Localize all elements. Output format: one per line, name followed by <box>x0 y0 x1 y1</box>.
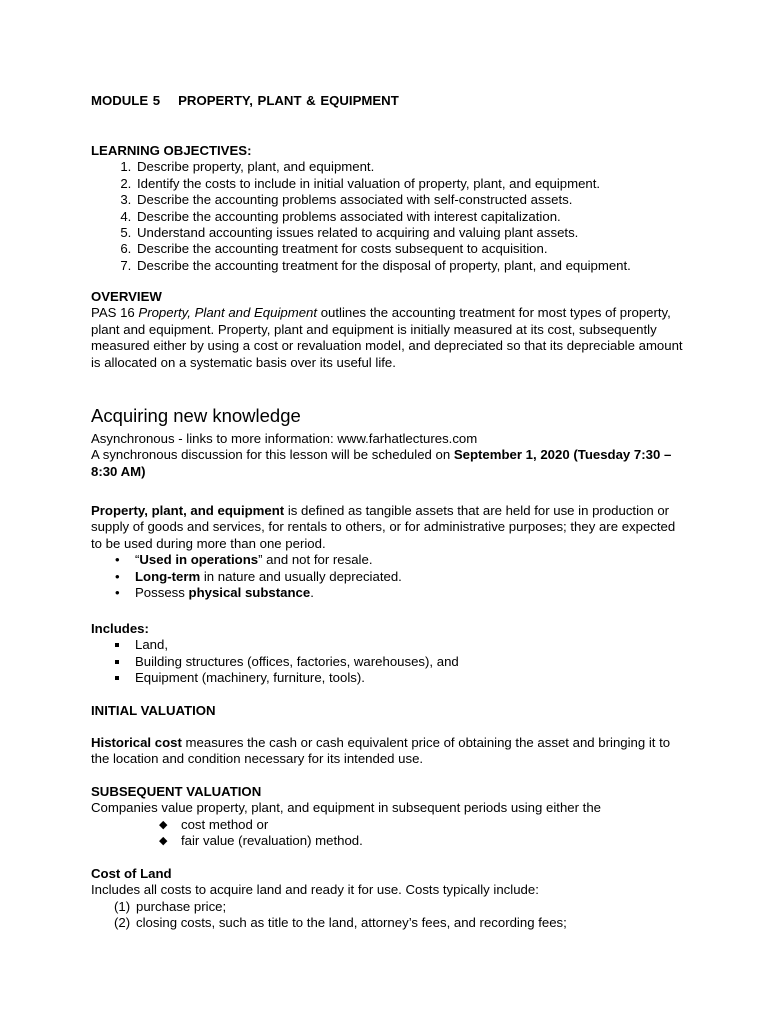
ppe-definition-section <box>91 503 688 601</box>
module-title <box>91 93 688 109</box>
cost-of-land-list <box>91 899 688 932</box>
list-item: 5. Understand accounting issues related to acquiring and valuing plant assets. <box>135 225 688 241</box>
ppe-term: Property, plant, and equipment <box>91 503 285 518</box>
includes-list <box>91 637 688 686</box>
overview-paragraph <box>91 305 688 371</box>
objectives-list <box>91 159 688 274</box>
synchronous-pre: A synchronous discussion for this lesson will be scheduled on <box>91 447 454 463</box>
list-item: (1) purchase price; <box>114 898 227 914</box>
list-item: 4. Describe the accounting problems associated with interest capitalization. <box>135 209 688 225</box>
overview-standard-title: Property, Plant and Equipment <box>138 305 318 321</box>
list-item: • “Used in operations” and not for resale. <box>135 552 688 568</box>
subsequent-valuation-body: Companies value property, plant, and equipment in subsequent periods using either the <box>91 800 601 816</box>
ppe-characteristics-list <box>91 552 688 601</box>
list-item: 1. Describe property, plant, and equipment. <box>135 159 688 175</box>
list-item: 3. Describe the accounting problems associated with self-constructed assets. <box>135 192 688 208</box>
list-item: Building structures (offices, factories, warehouses), and <box>135 654 688 670</box>
initial-valuation-heading: INITIAL VALUATION <box>91 703 216 718</box>
list-item: Equipment (machinery, furniture, tools). <box>135 670 688 686</box>
list-item: • Long-term in nature and usually depreciated. <box>135 569 688 585</box>
subsequent-valuation-heading: SUBSEQUENT VALUATION <box>91 784 262 799</box>
list-item: 2. Identify the costs to include in initial valuation of property, plant, and equipment. <box>135 176 688 192</box>
cost-of-land-section <box>91 866 688 932</box>
asynchronous-line: Asynchronous - links to more information: www.farhatlectures.com <box>91 431 478 446</box>
module-subject: PROPERTY, PLANT & EQUIPMENT <box>178 93 399 108</box>
list-item: (2) closing costs, such as title to the land, attorney’s fees, and recording fees; <box>114 915 567 931</box>
overview-body: outlines the accounting treatment for most types of property, plant and equipment. Property, plant and equipment is initially measured at its cost, subsequently measured either by using a cost or revaluation model, and depreciated so that its depreciable amount is allocated on a systematic basis over its useful life. <box>91 305 683 370</box>
cost-of-land-heading: Cost of Land <box>91 866 172 881</box>
list-item: Land, <box>135 637 688 653</box>
subsequent-valuation-section <box>91 784 688 850</box>
overview-section <box>91 289 688 371</box>
synchronous-date: September 1, 2020 (Tuesday 7:30 – 8:30 AM) <box>91 447 672 479</box>
acquiring-section <box>91 405 688 480</box>
cost-of-land-body: Includes all costs to acquire land and ready it for use. Costs typically include: <box>91 882 539 898</box>
acquiring-heading: Acquiring new knowledge <box>91 405 301 426</box>
ppe-definition-body: is defined as tangible assets that are held for use in production or supply of goods and services, for rentals to others, or for administrative purposes; they are expected to be used during more than one period. <box>91 503 676 551</box>
overview-pre: PAS 16 <box>91 305 139 321</box>
historical-cost-paragraph <box>91 735 688 768</box>
list-item: 7. Describe the accounting treatment for the disposal of property, plant, and equipment. <box>135 258 688 274</box>
learning-objectives-section <box>91 143 688 274</box>
synchronous-line <box>91 447 688 480</box>
list-item: ◆ fair value (revaluation) method. <box>181 833 688 849</box>
includes-heading: Includes: <box>91 621 149 636</box>
overview-heading: OVERVIEW <box>91 289 162 304</box>
historical-cost-body: measures the cash or cash equivalent price of obtaining the asset and bringing it to the location and condition necessary for its intended use. <box>91 735 671 767</box>
ppe-definition <box>91 503 688 552</box>
list-item: • Possess physical substance. <box>135 585 688 601</box>
includes-section <box>91 621 688 687</box>
valuation-methods-list <box>91 817 688 850</box>
list-item: ◆ cost method or <box>181 817 688 833</box>
historical-cost-term: Historical cost <box>91 735 182 750</box>
list-item: 6. Describe the accounting treatment for costs subsequent to acquisition. <box>135 241 688 257</box>
module-number: MODULE 5 <box>91 93 161 108</box>
objectives-heading: LEARNING OBJECTIVES: <box>91 143 252 158</box>
